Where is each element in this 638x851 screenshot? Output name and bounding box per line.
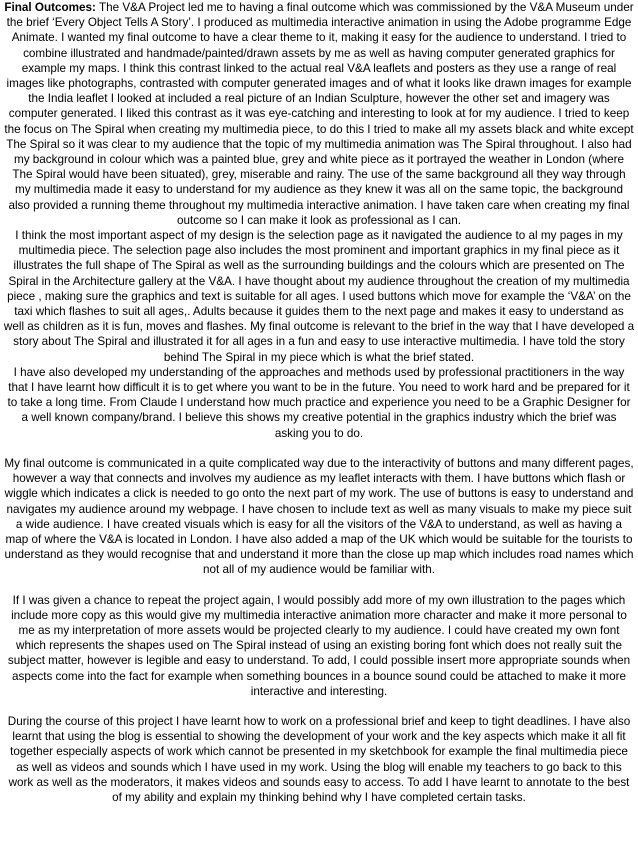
heading-final-outcomes: Final Outcomes: — [4, 1, 96, 14]
paragraph-learning: During the course of this project I have learnt how to work on a professional brief and keep to tight deadlines. I have also learnt that using the blog is essential to showing the development of your work and the key aspects which make it all fit together especially aspects of work which cannot be presented in my sketchbook for example the final multimedia piece as well as videos and sounds which I have used in my work. Using the blog will enable my teachers to go back to this work as well as the moderators, it makes videos and sounds easy to access. To add I have learnt to annotate to the best of my ability and explain my thinking behind why I have completed certain tasks. — [7, 714, 631, 804]
paragraph-professional-practice: I have also developed my understanding of the approaches and methods used by professional practitioners in the way that I have learnt how difficult it is to get where you want to be in the future. You need to work hard and be prepared for it to take a long time. From Claude I understand how much practice and experience you need to be a Graphic Designer for a well known company/brand. I believe this shows my creative potential in the graphics industry which the brief was asking you to do. — [7, 365, 631, 440]
paragraph-1-text: The V&A Project led me to having a final outcome which was commissioned by the V&A Museum under the brief ‘Every Object Tells A Story’. I produced as multimedia interactive animation in using the Adobe programme Edge Animate. I wanted my final outcome to have a clear theme to it, making it easy for the audience to understand. I tried to combine illustrated and handmade/painted/drawn assets by me as well as having computer generated graphics for example my maps. I think this contrast linked to the actual real V&A leaflets and posters as they use a range of real images like photographs, contrasted with computer generated images and of what it looks like drawn images for example the India leaflet I looked at included a real picture of an Indian Sculpture, however the other set and imagery was computer generated. I liked this contrast as it was eye-catching and interesting to look at for my audience. I tried to keep the focus on The Spiral when creating my multimedia piece, to do this I tried to make all my assets black and white except The Spiral so it was clear to my audience that the topic of my multimedia animation was The Spiral throughout. I also had my background in colour which was a painted blue, grey and white piece as it portrayed the weather in London (where The Spiral would have been situated), grey, miserable and rainy. The use of the same background all they way through my multimedia made it easy to understand for my audience as they knew it was all on the same topic, the background also provided a running theme throughout my multimedia interactive animation. I have taken care when creating my final outcome so I can make it look as professional as I can. — [4, 1, 634, 227]
paragraph-selection-page: I think the most important aspect of my design is the selection page as it navigated the audience to al my pages in my multimedia piece. The selection page also includes the most prominent and important graphics in my final piece as it illustrates the full shape of The Spiral as well as the surrounding buildings and the colours which are presented on The Spiral in the Architecture gallery at the V&A. I have thought about my audience throughout the creation of my multimedia piece , making sure the graphics and text is suitable for all ages. I used buttons which move for example the ‘V&A’ on the taxi which flashes to suit all ages,. Adults because it guides them to the next page and makes it easy to understand as well as children as it is fun, moves and flashes. My final outcome is relevant to the brief in the way that I have developed a story about The Spiral and illustrated it for all ages in a fun and easy to use interactive multimedia. I have told the story behind The Spiral in my piece which is what the brief stated. — [3, 229, 635, 364]
paragraph-communication: My final outcome is communicated in a quite complicated way due to the interactivity of buttons and many different pages, however a way that connects and involves my audience as my leaflet interacts with them. I have buttons which flash or wiggle which indicates a click is needed to go onto the next part of my work. The use of buttons is easy to understand and navigates my audience around my webpage. I have chosen to include text as well as many visuals to make my piece suit a wide audience. I have created visuals which is easy for all the visitors of the V&A to understand, as well as having a map of where the V&A is located in London. I have also added a map of the UK which would be suitable for the tourists to understand as they would recognise that and understand it more than the close up map which includes road names which not all of my audience would be familiar with. — [4, 456, 634, 577]
paragraph-improvements: If I was given a chance to repeat the project again, I would possibly add more of my own illustration to the pages which include more copy as this would give my multimedia interactive animation more character and make it more personal to me as my interpretation of more assets would be projected clearly to my audience. I could have created my own font which represents the shapes used on The Spiral instead of using an existing boring font which does not really suit the subject matter, however is legible and easy to understand. To add, I could possible insert more appropriate sounds when aspects come into the fact for example when something bounces in a bounce sound could be attached to make it more interactive and interesting. — [7, 593, 631, 698]
paragraph-final-outcomes — [3, 0, 635, 228]
